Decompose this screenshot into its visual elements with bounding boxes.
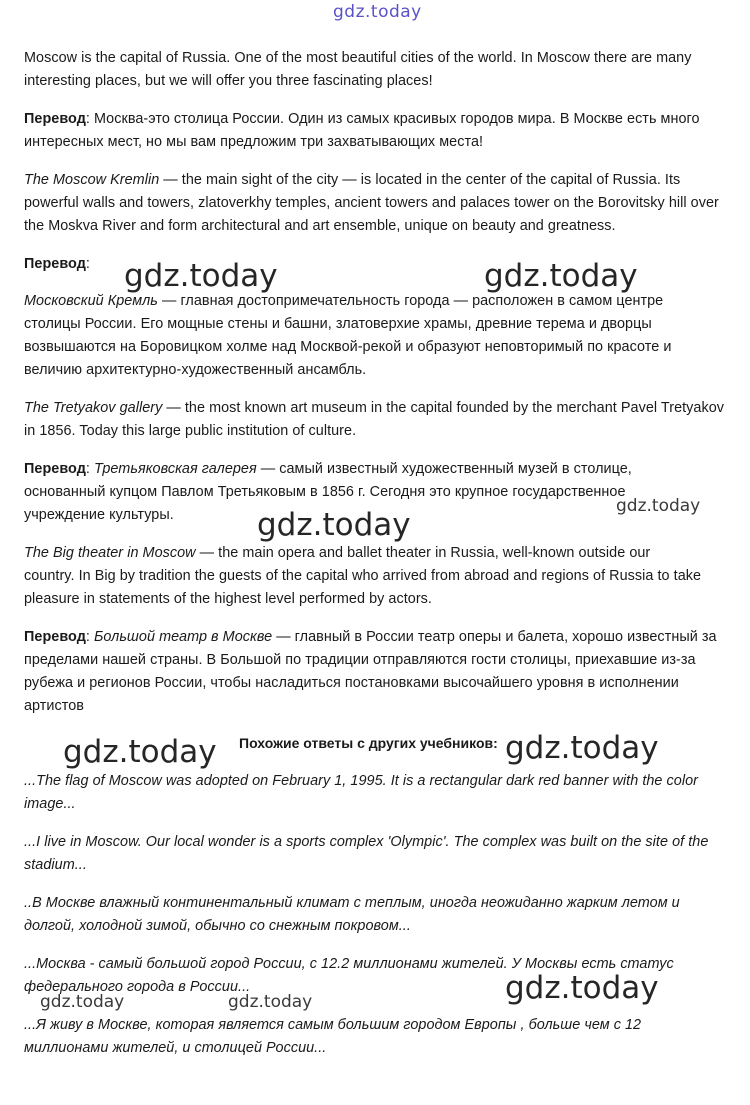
watermark: gdz.today <box>505 970 659 1006</box>
translation-label: Перевод <box>24 461 86 477</box>
translation-colon: : <box>85 629 94 645</box>
kremlin-ru-title: Московский Кремль <box>24 293 158 309</box>
watermark: gdz.today <box>505 730 659 766</box>
theater-ru-text: — главный в России театр оперы и балета, хорошо известный за пределами нашей страны. В Большой по традиции отправляются гости столицы, приехавшие из-за рубежа и регионов России, чтобы насладиться постановками высочайшего уровня в исполнении артистов <box>24 629 717 714</box>
theater-paragraph <box>24 542 704 611</box>
translation-label: Перевод <box>24 629 86 645</box>
tretyakov-ru-text: — самый известный художественный музей в столице, основанный купцом Павлом Третьяковым в 1856 г. Сегодня это крупное государственное учреждение культуры. <box>24 461 632 523</box>
tretyakov-text: — the most known art museum in the capital founded by the merchant Pavel Tretyakov in 1856. Today this large public institution of culture. <box>24 400 725 439</box>
kremlin-text: — the main sight of the city — is located in the center of the capital of Russia. Its powerful walls and towers, zlatoverkhy temples, ancient towers and palaces tower on the Borovitsky hill over the Moskva River and form architectural and art ensemble, unique on beauty and greatness. <box>24 172 719 234</box>
watermark: gdz.today <box>228 992 313 1012</box>
kremlin-title: The Moscow Kremlin <box>24 172 160 188</box>
watermark: gdz.today <box>484 258 638 294</box>
intro-translation-text: : Москва-это столица России. Один из самых красивых городов мира. В Москве есть много интересных мест, но мы вам предложим три захватывающих места! <box>24 111 700 150</box>
top-watermark: gdz.today <box>333 2 422 22</box>
kremlin-ru-text: — главная достопримечательность города — расположен в самом центре столицы России. Его мощные стены и башни, златоверхие храмы, древние терема и дворцы возвышаются на Боровицком холме над Москвой-рекой и образуют неповторимый по красоте и величию архитектурно-художественный ансамбль. <box>24 293 672 378</box>
watermark: gdz.today <box>616 496 701 516</box>
similar-answer-1: ...The flag of Moscow was adopted on February 1, 1995. It is a rectangular dark red banner with the color image... <box>24 773 698 812</box>
theater-translation <box>24 626 719 718</box>
watermark: gdz.today <box>257 507 411 543</box>
similar-answer-4: ...Москва - самый большой город России, с 12.2 миллионами жителей. У Москвы есть статус федерального города в России... <box>24 956 674 995</box>
similar-answer-5: ...Я живу в Москве, которая является самым большим городом Европы , больше чем с 12 миллионами жителей, и столицей России... <box>24 1017 642 1056</box>
kremlin-paragraph <box>24 169 724 238</box>
theater-ru-title: Большой театр в Москве <box>94 629 273 645</box>
tretyakov-title: The Tretyakov gallery <box>24 400 163 416</box>
translation-label: Перевод <box>24 111 86 127</box>
watermark: gdz.today <box>63 734 217 770</box>
theater-title: The Big theater in Moscow <box>24 545 196 561</box>
translation-colon: : <box>85 256 90 272</box>
watermark: gdz.today <box>40 992 125 1012</box>
similar-answer-3: ..В Москве влажный континентальный климат с теплым, иногда неожиданно жарким летом и долгой, холодной зимой, обычно со снежным покровом... <box>24 895 680 934</box>
watermark: gdz.today <box>124 258 278 294</box>
tretyakov-paragraph <box>24 397 724 443</box>
tretyakov-ru-title: Третьяковская галерея <box>94 461 257 477</box>
kremlin-translation <box>24 290 714 382</box>
intro-translation <box>24 108 714 154</box>
theater-text: — the main opera and ballet theater in Russia, well-known outside our country. In Big by tradition the guests of the capital who arrived from abroad and regions of Russia to take pleasure in statements of the highest level performed by actors. <box>24 545 702 607</box>
kremlin-translation-label-line <box>24 253 90 276</box>
similar-answer-2: ...I live in Moscow. Our local wonder is a sports complex 'Olympic'. The complex was built on the site of the stadium... <box>24 834 709 873</box>
intro-paragraph: Moscow is the capital of Russia. One of the most beautiful cities of the world. In Moscow there are many interesting places, but we will offer you three fascinating places! <box>24 50 692 89</box>
translation-colon: : <box>85 461 94 477</box>
similar-answers-heading: Похожие ответы с других учебников: <box>239 735 498 751</box>
translation-label: Перевод <box>24 256 86 272</box>
